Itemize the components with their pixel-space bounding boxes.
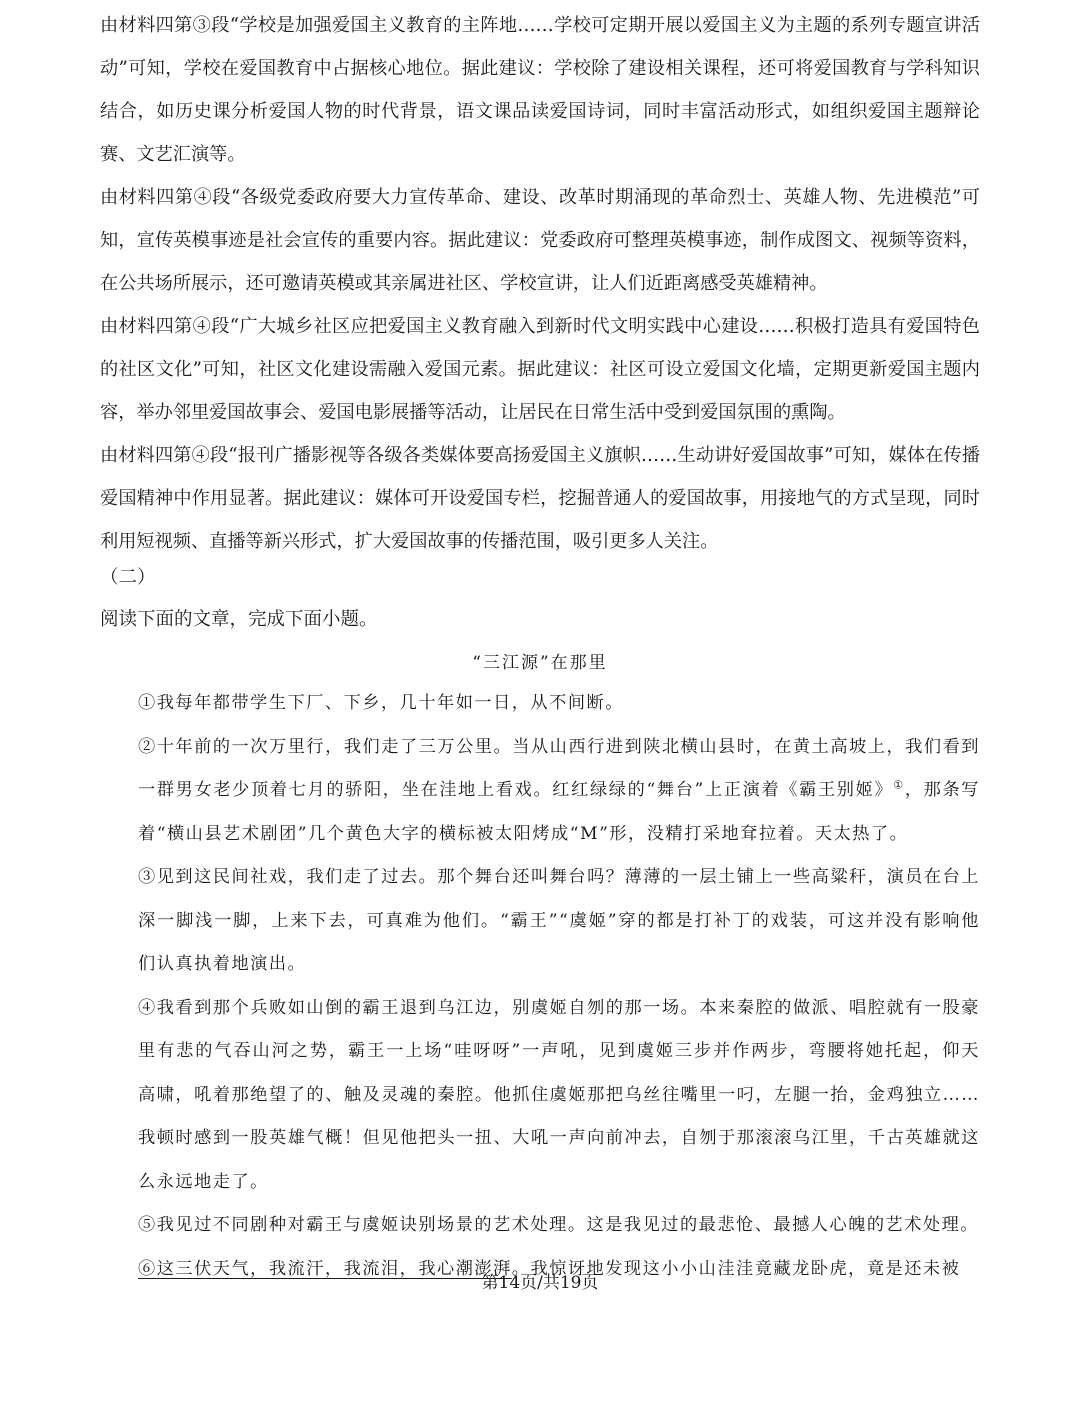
article-body (138, 682, 980, 1291)
paragraph-6-text: 。我惊讶地发现这小小山洼洼竟藏龙卧虎，竟是还未被 (511, 1258, 961, 1279)
page-footer: 第14页/共19页 (481, 1273, 599, 1293)
paragraph-2-text-a: ②十年前的一次万里行，我们走了三万公里。当从山西行进到陕北横山县时，在黄土高坡上，我们看到一群男女老少顶着七月的骄阳，坐在洼地上看戏。红红绿绿的“舞台”上正演着《霸王别姬》 (138, 736, 980, 800)
answer-paragraph-3: 由材料四第④段“广大城乡社区应把爱国主义教育融入到新时代文明实践中心建设……积极打造具有爱国特色的社区文化”可知，社区文化建设需融入爱国元素。据此建议：社区可设立爱国文化墙，定期更新爱国主题内容，举办邻里爱国故事会、爱国电影展播等活动，让居民在日常生活中受到爱国氛围的熏陶。 (100, 316, 980, 423)
paragraph-6-number: ⑥ (138, 1258, 157, 1279)
article-paragraph-3: ③见到这民间社戏，我们走了过去。那个舞台还叫舞台吗？薄薄的一层土铺上一些高粱秆，演员在台上深一脚浅一脚，上来下去，可真难为他们。“霸王”“虞姬”穿的都是打补丁的戏装，可这并没有影响他们认真执着地演出。 (138, 867, 980, 974)
article-paragraph-5: ⑤我见过不同剧种对霸王与虞姬诀别场景的艺术处理。这是我见过的最悲怆、最撼人心魄的艺术处理。 (138, 1215, 979, 1235)
answer-paragraph-2: 由材料四第④段“各级党委政府要大力宣传革命、建设、改革时期涌现的革命烈士、英雄人物、先进模范”可知，宣传英模事迹是社会宣传的重要内容。据此建议：党委政府可整理英模事迹，制作成图文、视频等资料，在公共场所展示，还可邀请英模或其亲属进社区、学校宣讲，让人们近距离感受英雄精神。 (100, 187, 980, 294)
answer-block (100, 4, 980, 563)
paragraph-2-text-b: ，那条写着“横山县艺术剧团”几个黄色大字的横标被太阳烤成“M”形，没精打采地耷拉着。天太热了。 (138, 780, 980, 844)
underlined-sentence: 这三伏天气，我流汗，我流泪，我心潮澎湃 (156, 1258, 512, 1279)
article-paragraph-2 (138, 726, 980, 857)
footnote-marker: ① (893, 778, 905, 792)
article-paragraph-1: ①我每年都带学生下厂、下乡，几十年如一日，从不间断。 (138, 693, 624, 713)
answer-paragraph-4: 由材料四第④段“报刊广播影视等各级各类媒体要高扬爱国主义旗帜……生动讲好爱国故事”可知，媒体在传播爱国精神中作用显著。据此建议：媒体可开设爱国专栏，挖掘普通人的爱国故事，用接地气的方式呈现，同时利用短视频、直播等新兴形式，扩大爱国故事的传播范围，吸引更多人关注。 (100, 445, 980, 552)
section-label: （二） (100, 567, 156, 588)
article-paragraph-4: ④我看到那个兵败如山倒的霸王退到乌江边，别虞姬自刎的那一场。本来秦腔的做派、唱腔就有一股豪里有悲的气吞山河之势，霸王一上场“哇呀呀”一声吼，见到虞姬三步并作两步，弯腰将她托起，仰天高啸，吼着那绝望了的、触及灵魂的秦腔。他抓住虞姬那把乌丝往嘴里一叼，左腿一抬，金鸡独立……我顿时感到一股英雄气概！但见他把头一扭、大吼一声向前冲去，自刎于那滚滚乌江里，千古英雄就这么永远地走了。 (138, 997, 980, 1192)
answer-paragraph-1: 由材料四第③段“学校是加强爱国主义教育的主阵地……学校可定期开展以爱国主义为主题的系列专题宣讲活动”可知，学校在爱国教育中占据核心地位。据此建议：学校除了建设相关课程，还可将爱国教育与学科知识结合，如历史课分析爱国人物的时代背景，语文课品读爱国诗词，同时丰富活动形式，如组织爱国主题辩论赛、文艺汇演等。 (100, 15, 980, 165)
instruction-text: 阅读下面的文章，完成下面小题。 (100, 609, 378, 630)
article-title: “三江源”在那里 (472, 653, 608, 673)
